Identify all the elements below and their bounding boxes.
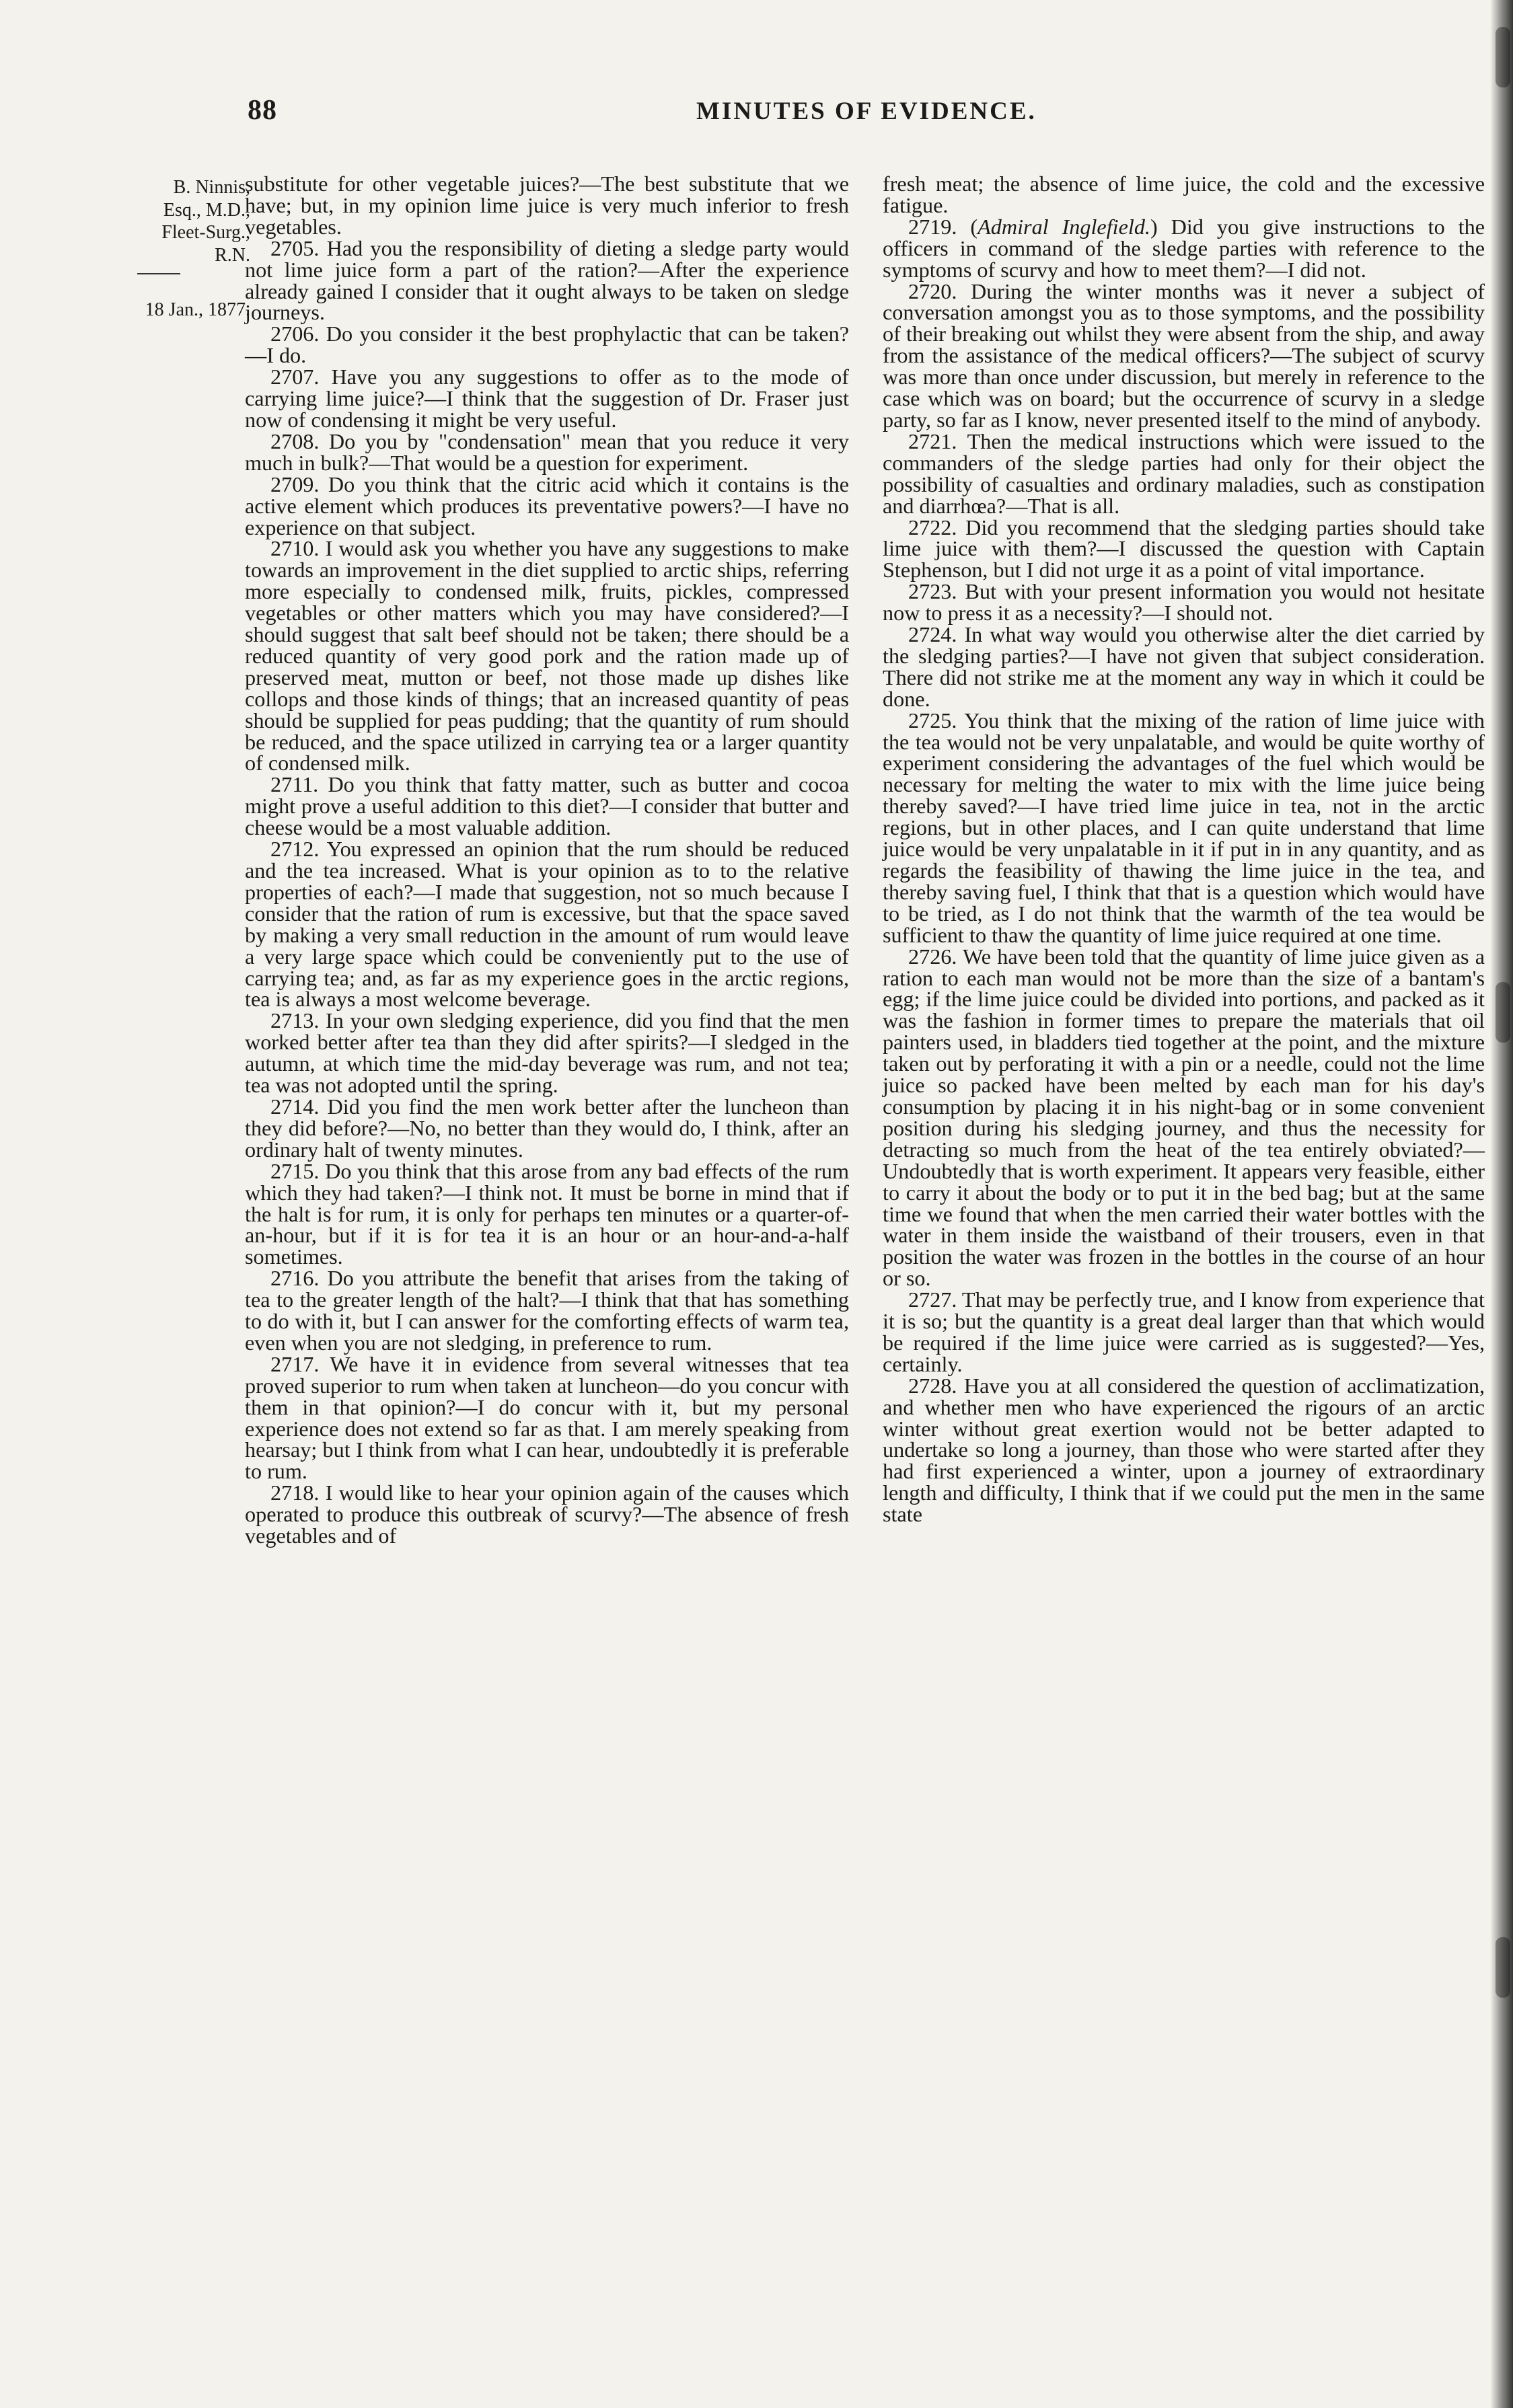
- speaker-name: Admiral Inglefield.: [977, 214, 1150, 239]
- margin-rule: [137, 273, 180, 274]
- page-header: [0, 94, 1513, 141]
- right-column: [883, 174, 1485, 1526]
- scan-speck: [1496, 27, 1510, 87]
- paragraph-continuation: substitute for other vegetable juices?—The best substitute that we have; but, in my opinion lime juice is very much inferior to fresh vegetables.: [245, 172, 849, 239]
- question-number: 2719. (: [908, 214, 978, 239]
- paragraph-2718: 2718. I would like to hear your opinion again of the causes which operated to produce this outbreak of scurvy?—The absence of fresh vegetables and of: [245, 1480, 849, 1548]
- paragraph-2709: 2709. Do you think that the citric acid which it contains is the active element which produces its preventative powers?—I have no experience on that subject.: [245, 472, 849, 539]
- paragraph-2712: 2712. You expressed an opinion that the rum should be reduced and the tea increased. What is your opinion as to to the relative properties of each?—I made that suggestion, not so much because I consider that the ration of rum is excessive, but that the space saved by making a very small reduction in the amount of rum would leave a very large space which could be conveniently put to the use of carrying tea; and, as far as my experience goes in the arctic regions, tea is always a most welcome beverage.: [245, 837, 849, 1012]
- paragraph-2726: 2726. We have been told that the quantity of lime juice given as a ration to each man would not be more than the size of a bantam's egg; if the lime juice could be divided into portions, and packed as it was the fashion in former times to prepare the materials that oil painters used, in bladders tied together at the point, and the mixture taken out by perforating it with a pin or a needle, could not the lime juice so packed have been melted by each man for his day's consumption by placing it in his night-bag or in some convenient position during his sledging journey, and thus the necessity for detracting so much from the heat of the tea entirely obviated?—Undoubtedly that is worth experiment. It appears very feasible, either to carry it about the body or to put it in the bed bag; but at the same time we found that when the men carried their water bottles with the water in them inside the waistband of their trousers, even in that position the water was frozen in the bottles in the course of an hour or so.: [883, 944, 1485, 1291]
- paragraph-2706: 2706. Do you consider it the best prophylactic that can be taken?—I do.: [245, 322, 849, 368]
- scan-speck: [1496, 982, 1510, 1043]
- left-column: [245, 174, 849, 1547]
- paragraph-2720: 2720. During the winter months was it never a subject of conversation amongst you as to those symptoms, and the possibility of their breaking out whilst they were absent from the ship, and away from the assistance of the medical officers?—The subject of scurvy was more than once under discussion, but merely in reference to the case which was on board; but the occurrence of scurvy in a sledge party, so far as I know, never presented itself to the mind of anybody.: [883, 278, 1485, 432]
- page-number: 88: [248, 95, 277, 126]
- testimony-date: 18 Jan., 1877.: [145, 299, 250, 321]
- paragraph-2725: 2725. You think that the mixing of the ration of lime juice with the tea would not be very unpalatable, and would be quite worthy of experiment considering the advantages of the fuel which would be necessary for melting the water to mix with the lime juice being thereby saved?—I have tried lime juice in tea, not in the arctic regions, but in other places, and I can quite understand that lime juice would be very unpalatable in it if put in in any quantity, and as regards the feasibility of thawing the lime juice in the tea, and thereby saving fuel, I think that that is a question which would have to be tried, as I do not think that the warmth of the tea would be sufficient to thaw the quantity of lime juice required at one time.: [883, 708, 1485, 947]
- witness-degree-line: Esq., M.D.,: [163, 199, 250, 221]
- paragraph-2714: 2714. Did you find the men work better after the luncheon than they did before?—No, no better than they would do, I think, after an ordinary halt of twenty minutes.: [245, 1094, 849, 1162]
- paragraph-2716: 2716. Do you attribute the benefit that arises from the taking of tea to the greater length of the halt?—I think that that has something to do with it, but I can answer for the comforting effects of warm tea, even when you are not sledging, in preference to rum.: [245, 1266, 849, 1355]
- witness-name-line: B. Ninnis,: [173, 177, 250, 198]
- paragraph-2728: 2728. Have you at all considered the question of acclimatization, and whether men who have experienced the rigours of an arctic winter without great exertion would not be better adapted to undertake so long a journey, than those who were started after they had first experienced a winter, upon a journey of extraordinary length and difficulty, I think that if we could put the men in the same state: [883, 1373, 1485, 1527]
- paragraph-2708: 2708. Do you by "condensation" mean that you reduce it very much in bulk?—That would be a question for experiment.: [245, 428, 849, 475]
- paragraph-2717: 2717. We have it in evidence from several witnesses that tea proved superior to rum when taken at luncheon—do you concur with them in that opinion?—I do concur with it, but my personal experience does not extend so far as that. I am merely speaking from hearsay; but I think from what I can hear, undoubtedly it is preferable to rum.: [245, 1351, 849, 1484]
- paragraph-2723: 2723. But with your present information you would not hesitate now to press it as a necessity?—I should not.: [883, 579, 1485, 626]
- paragraph-2724: 2724. In what way would you otherwise alter the diet carried by the sledging parties?—I have not given that subject consideration. There did not strike me at the moment any way in which it could be done.: [883, 622, 1485, 711]
- scan-shadow-edge: [1490, 0, 1513, 2408]
- scan-speck: [1496, 1937, 1510, 1998]
- paragraph-2713: 2713. In your own sledging experience, did you find that the men worked better after tea than they did after spirits?—I sledged in the autumn, at which time the mid-day beverage was rum, and not tea; tea was not adopted until the spring.: [245, 1008, 849, 1098]
- paragraph-2722: 2722. Did you recommend that the sledging parties should take lime juice with them?—I discussed the question with Captain Stephenson, but I did not urge it as a point of vital importance.: [883, 515, 1485, 582]
- witness-margin-note: [48, 176, 250, 322]
- witness-service-line: R.N.: [215, 244, 250, 266]
- paragraph-2711: 2711. Do you think that fatty matter, such as butter and cocoa might prove a useful addition to this diet?—I consider that butter and cheese would be a most valuable addition.: [245, 772, 849, 840]
- paragraph-continuation-right: fresh meat; the absence of lime juice, the cold and the excessive fatigue.: [883, 172, 1485, 217]
- running-title: MINUTES OF EVIDENCE.: [696, 98, 1037, 125]
- paragraph-2719: [883, 214, 1485, 282]
- paragraph-2727: 2727. That may be perfectly true, and I know from experience that it is so; but the quantity is a great deal larger than that which would be required if the lime juice were carried as is suggested?—Yes, certainly.: [883, 1287, 1485, 1376]
- paragraph-2721: 2721. Then the medical instructions which were issued to the commanders of the sledge parties had only for their object the possibility of casualties and ordinary maladies, such as constipation and diarrhœa?—That is all.: [883, 428, 1485, 518]
- question-text: ) Did you give instructions to the officers in command of the sledge parties with reference to the symptoms of scurvy and how to meet them?—I did not.: [883, 214, 1485, 282]
- witness-rank-line: Fleet-Surg.,: [161, 222, 250, 243]
- paragraph-2707: 2707. Have you any suggestions to offer as to the mode of carrying lime juice?—I think that the suggestion of Dr. Fraser just now of condensing it might be very useful.: [245, 365, 849, 432]
- paragraph-2715: 2715. Do you think that this arose from any bad effects of the rum which they had taken?—I think not. It must be borne in mind that if the halt is for rum, it is only for perhaps ten minutes or a quarter-of-an-hour, but if it is for tea it is an hour or an hour-and-a-half sometimes.: [245, 1158, 849, 1269]
- paragraph-2705: 2705. Had you the responsibility of dieting a sledge party would not lime juice form a part of the ration?—After the experience already gained I consider that it ought always to be taken on sledge journeys.: [245, 235, 849, 325]
- paragraph-2710: 2710. I would ask you whether you have any suggestions to make towards an improvement in the diet supplied to arctic ships, referring more especially to condensed milk, fruits, pickles, compressed vegetables or other matters which you may have considered?—I should suggest that salt beef should not be taken; there should be a reduced quantity of very good pork and the ration made up of preserved meat, mutton or beef, not those made up dishes like collops and those kinds of things; that an increased quantity of peas should be supplied for peas pudding; that the quantity of rum should be reduced, and the space utilized in carrying tea or a larger quantity of condensed milk.: [245, 536, 849, 776]
